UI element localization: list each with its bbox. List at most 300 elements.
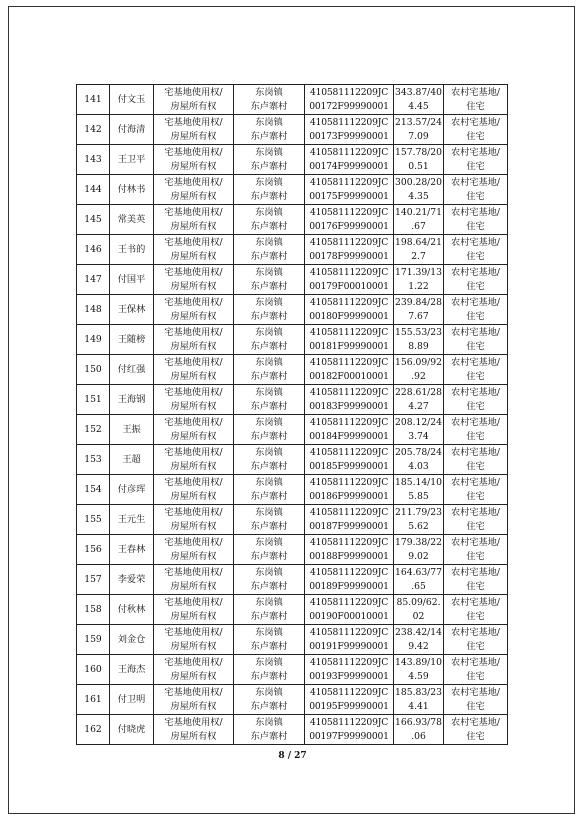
area-cell	[394, 715, 444, 745]
land-use-line: 住宅	[466, 160, 485, 172]
owner-name-cell: 王书的	[110, 235, 154, 265]
land-use-cell	[444, 595, 508, 625]
unit-code-cell	[305, 475, 394, 505]
owner-name-cell: 王海钢	[110, 385, 154, 415]
right-type-line: 宅基地使用权/	[164, 627, 223, 638]
area-line: 4.35	[408, 190, 429, 202]
table-row	[77, 475, 508, 505]
owner-name-cell: 付彦珲	[110, 475, 154, 505]
right-type-cell	[154, 355, 234, 385]
land-use-line: 住宅	[466, 700, 485, 712]
owner-name-cell: 付红强	[110, 355, 154, 385]
land-use-line: 农村宅基地/	[450, 237, 501, 248]
unit-code-line: 410581112209JC	[309, 327, 389, 338]
right-type-line: 房屋所有权	[170, 220, 217, 232]
right-type-line: 房屋所有权	[170, 460, 217, 472]
right-type-line: 宅基地使用权/	[164, 87, 223, 98]
location-cell	[234, 385, 305, 415]
unit-code-line: 410581112209JC	[309, 117, 389, 128]
land-use-line: 住宅	[466, 190, 485, 202]
table-row	[77, 625, 508, 655]
location-line: 东卢寨村	[250, 730, 288, 742]
unit-code-line: 00197F99990001	[309, 730, 389, 742]
right-type-cell	[154, 175, 234, 205]
unit-code-line: 00174F99990001	[309, 160, 389, 172]
right-type-cell	[154, 115, 234, 145]
right-type-line: 房屋所有权	[170, 550, 217, 562]
location-line: 东岗镇	[255, 387, 283, 398]
unit-code-cell	[305, 625, 394, 655]
unit-code-line: 00193F99990001	[309, 670, 389, 682]
land-use-line: 农村宅基地/	[450, 657, 501, 668]
location-cell	[234, 625, 305, 655]
land-use-cell	[444, 175, 508, 205]
land-use-line: 农村宅基地/	[450, 147, 501, 158]
area-line: 171.39/13	[395, 267, 442, 278]
right-type-line: 房屋所有权	[170, 310, 217, 322]
area-line: 9.42	[408, 640, 429, 652]
unit-code-cell	[305, 385, 394, 415]
unit-code-cell	[305, 655, 394, 685]
location-line: 东卢寨村	[250, 640, 288, 652]
land-use-cell	[444, 415, 508, 445]
unit-code-line: 00173F99990001	[309, 130, 389, 142]
area-cell	[394, 685, 444, 715]
location-line: 东卢寨村	[250, 700, 288, 712]
location-cell	[234, 595, 305, 625]
unit-code-cell	[305, 715, 394, 745]
area-line: 2.7	[411, 250, 426, 262]
location-line: 东岗镇	[255, 357, 283, 368]
land-use-line: 住宅	[466, 130, 485, 142]
location-line: 东岗镇	[255, 567, 283, 578]
location-line: 东岗镇	[255, 507, 283, 518]
right-type-line: 宅基地使用权/	[164, 657, 223, 668]
right-type-line: 房屋所有权	[170, 490, 217, 502]
owner-name-cell: 付林书	[110, 175, 154, 205]
area-cell	[394, 115, 444, 145]
land-use-line: 住宅	[466, 670, 485, 682]
unit-code-line: 410581112209JC	[309, 657, 389, 668]
owner-name-cell: 常美英	[110, 205, 154, 235]
location-cell	[234, 415, 305, 445]
land-use-line: 农村宅基地/	[450, 177, 501, 188]
location-cell	[234, 505, 305, 535]
right-type-line: 房屋所有权	[170, 520, 217, 532]
table-row	[77, 115, 508, 145]
right-type-line: 宅基地使用权/	[164, 357, 223, 368]
table-row	[77, 205, 508, 235]
registry-body	[77, 85, 508, 745]
area-line: 211.79/23	[395, 507, 442, 518]
right-type-cell	[154, 85, 234, 115]
right-type-line: 宅基地使用权/	[164, 237, 223, 248]
location-line: 东卢寨村	[250, 100, 288, 112]
right-type-cell	[154, 295, 234, 325]
table-row	[77, 715, 508, 745]
land-use-line: 农村宅基地/	[450, 477, 501, 488]
area-cell	[394, 475, 444, 505]
right-type-line: 房屋所有权	[170, 280, 217, 292]
land-use-line: 农村宅基地/	[450, 87, 501, 98]
right-type-line: 宅基地使用权/	[164, 447, 223, 458]
land-use-line: 农村宅基地/	[450, 537, 501, 548]
land-use-line: 住宅	[466, 400, 485, 412]
land-use-line: 农村宅基地/	[450, 447, 501, 458]
unit-code-line: 00188F99990001	[309, 550, 389, 562]
location-line: 东岗镇	[255, 657, 283, 668]
right-type-cell	[154, 415, 234, 445]
land-use-line: 农村宅基地/	[450, 687, 501, 698]
location-cell	[234, 325, 305, 355]
right-type-line: 房屋所有权	[170, 730, 217, 742]
right-type-line: 房屋所有权	[170, 670, 217, 682]
area-cell	[394, 415, 444, 445]
owner-name-cell: 付卫明	[110, 685, 154, 715]
table-row	[77, 235, 508, 265]
owner-name-cell: 付海清	[110, 115, 154, 145]
area-line: 8.89	[408, 340, 429, 352]
owner-name-cell: 刘金仓	[110, 625, 154, 655]
right-type-line: 房屋所有权	[170, 580, 217, 592]
location-line: 东岗镇	[255, 597, 283, 608]
area-cell	[394, 205, 444, 235]
location-cell	[234, 355, 305, 385]
location-line: 东卢寨村	[250, 130, 288, 142]
row-number-cell: 142	[77, 115, 110, 145]
right-type-line: 宅基地使用权/	[164, 537, 223, 548]
area-cell	[394, 655, 444, 685]
land-use-cell	[444, 625, 508, 655]
area-line: 166.93/78	[395, 717, 442, 728]
table-row	[77, 445, 508, 475]
row-number-cell: 149	[77, 325, 110, 355]
right-type-line: 宅基地使用权/	[164, 207, 223, 218]
area-line: .06	[411, 730, 426, 742]
unit-code-cell	[305, 565, 394, 595]
location-line: 东卢寨村	[250, 610, 288, 622]
unit-code-cell	[305, 505, 394, 535]
location-line: 东岗镇	[255, 477, 283, 488]
area-cell	[394, 265, 444, 295]
area-cell	[394, 385, 444, 415]
area-line: 5.85	[408, 490, 429, 502]
area-cell	[394, 295, 444, 325]
table-row	[77, 505, 508, 535]
owner-name-cell: 王元生	[110, 505, 154, 535]
unit-code-cell	[305, 685, 394, 715]
location-cell	[234, 535, 305, 565]
area-line: .65	[411, 580, 426, 592]
area-line: 185.83/23	[395, 687, 442, 698]
table-row	[77, 655, 508, 685]
unit-code-line: 410581112209JC	[309, 207, 389, 218]
owner-name-cell: 王超	[110, 445, 154, 475]
unit-code-line: 410581112209JC	[309, 597, 389, 608]
unit-code-cell	[305, 535, 394, 565]
unit-code-line: 410581112209JC	[309, 477, 389, 488]
unit-code-line: 410581112209JC	[309, 237, 389, 248]
unit-code-line: 410581112209JC	[309, 177, 389, 188]
land-use-cell	[444, 535, 508, 565]
location-line: 东岗镇	[255, 417, 283, 428]
right-type-cell	[154, 235, 234, 265]
unit-code-line: 410581112209JC	[309, 387, 389, 398]
owner-name-cell: 王保林	[110, 295, 154, 325]
right-type-line: 房屋所有权	[170, 370, 217, 382]
unit-code-line: 410581112209JC	[309, 447, 389, 458]
land-use-cell	[444, 385, 508, 415]
right-type-line: 房屋所有权	[170, 400, 217, 412]
location-line: 东卢寨村	[250, 550, 288, 562]
unit-code-line: 00180F99990001	[309, 310, 389, 322]
area-line: 185.14/10	[395, 477, 442, 488]
right-type-cell	[154, 205, 234, 235]
unit-code-line: 410581112209JC	[309, 297, 389, 308]
table-row	[77, 265, 508, 295]
unit-code-line: 410581112209JC	[309, 627, 389, 638]
row-number-cell: 144	[77, 175, 110, 205]
location-line: 东卢寨村	[250, 160, 288, 172]
right-type-line: 房屋所有权	[170, 430, 217, 442]
unit-code-cell	[305, 325, 394, 355]
location-line: 东岗镇	[255, 177, 283, 188]
location-cell	[234, 145, 305, 175]
row-number-cell: 153	[77, 445, 110, 475]
area-cell	[394, 175, 444, 205]
area-line: 208.12/24	[395, 417, 442, 428]
location-line: 东岗镇	[255, 447, 283, 458]
right-type-line: 宅基地使用权/	[164, 717, 223, 728]
unit-code-line: 00195F99990001	[309, 700, 389, 712]
area-cell	[394, 325, 444, 355]
location-cell	[234, 475, 305, 505]
area-line: 238.42/14	[395, 627, 442, 638]
location-line: 东卢寨村	[250, 400, 288, 412]
right-type-line: 宅基地使用权/	[164, 327, 223, 338]
owner-name-cell: 付秋林	[110, 595, 154, 625]
unit-code-line: 00185F99990001	[309, 460, 389, 472]
land-use-cell	[444, 715, 508, 745]
unit-code-cell	[305, 265, 394, 295]
owner-name-cell: 王卫平	[110, 145, 154, 175]
right-type-cell	[154, 445, 234, 475]
right-type-cell	[154, 385, 234, 415]
unit-code-cell	[305, 85, 394, 115]
unit-code-line: 00172F99990001	[309, 100, 389, 112]
unit-code-cell	[305, 445, 394, 475]
unit-code-line: 410581112209JC	[309, 567, 389, 578]
land-use-line: 农村宅基地/	[450, 417, 501, 428]
unit-code-line: 410581112209JC	[309, 687, 389, 698]
area-line: 4.41	[408, 700, 429, 712]
right-type-line: 宅基地使用权/	[164, 687, 223, 698]
right-type-line: 宅基地使用权/	[164, 417, 223, 428]
table-row	[77, 595, 508, 625]
owner-name-cell: 王振	[110, 415, 154, 445]
land-use-line: 农村宅基地/	[450, 717, 501, 728]
right-type-line: 宅基地使用权/	[164, 387, 223, 398]
unit-code-cell	[305, 295, 394, 325]
land-use-line: 住宅	[466, 730, 485, 742]
location-line: 东卢寨村	[250, 670, 288, 682]
owner-name-cell: 王随榜	[110, 325, 154, 355]
table-row	[77, 685, 508, 715]
land-use-line: 住宅	[466, 220, 485, 232]
location-cell	[234, 655, 305, 685]
row-number-cell: 145	[77, 205, 110, 235]
location-line: 东卢寨村	[250, 190, 288, 202]
area-cell	[394, 355, 444, 385]
location-line: 东岗镇	[255, 687, 283, 698]
right-type-line: 房屋所有权	[170, 130, 217, 142]
land-use-cell	[444, 145, 508, 175]
land-use-line: 住宅	[466, 460, 485, 472]
location-line: 东卢寨村	[250, 370, 288, 382]
right-type-cell	[154, 475, 234, 505]
area-cell	[394, 235, 444, 265]
land-use-line: 农村宅基地/	[450, 387, 501, 398]
location-line: 东卢寨村	[250, 280, 288, 292]
area-line: 85.09/62.	[396, 597, 441, 608]
row-number-cell: 158	[77, 595, 110, 625]
unit-code-line: 410581112209JC	[309, 717, 389, 728]
area-cell	[394, 565, 444, 595]
location-cell	[234, 175, 305, 205]
table-row	[77, 565, 508, 595]
row-number-cell: 161	[77, 685, 110, 715]
row-number-cell: 154	[77, 475, 110, 505]
right-type-cell	[154, 685, 234, 715]
area-line: 5.62	[408, 520, 429, 532]
unit-code-line: 00186F99990001	[309, 490, 389, 502]
unit-code-line: 00176F99990001	[309, 220, 389, 232]
area-line: .67	[411, 220, 426, 232]
location-line: 东卢寨村	[250, 340, 288, 352]
unit-code-line: 00187F99990001	[309, 520, 389, 532]
right-type-line: 宅基地使用权/	[164, 477, 223, 488]
area-cell	[394, 85, 444, 115]
unit-code-line: 00184F99990001	[309, 430, 389, 442]
right-type-line: 宅基地使用权/	[164, 597, 223, 608]
area-line: 7.09	[408, 130, 429, 142]
location-line: 东卢寨村	[250, 430, 288, 442]
land-use-line: 住宅	[466, 610, 485, 622]
table-row	[77, 85, 508, 115]
land-use-line: 住宅	[466, 310, 485, 322]
right-type-line: 宅基地使用权/	[164, 297, 223, 308]
land-use-line: 住宅	[466, 370, 485, 382]
right-type-line: 房屋所有权	[170, 100, 217, 112]
row-number-cell: 148	[77, 295, 110, 325]
land-use-cell	[444, 505, 508, 535]
area-line: 02	[412, 610, 425, 622]
land-use-line: 农村宅基地/	[450, 597, 501, 608]
land-use-line: 住宅	[466, 280, 485, 292]
table-row	[77, 145, 508, 175]
location-cell	[234, 115, 305, 145]
location-line: 东卢寨村	[250, 520, 288, 532]
unit-code-line: 410581112209JC	[309, 87, 389, 98]
land-use-line: 农村宅基地/	[450, 627, 501, 638]
table-row	[77, 325, 508, 355]
area-line: 228.61/28	[395, 387, 442, 398]
area-line: 1.22	[408, 280, 429, 292]
land-use-line: 农村宅基地/	[450, 357, 501, 368]
area-line: 143.89/10	[395, 657, 442, 668]
area-cell	[394, 535, 444, 565]
land-use-cell	[444, 355, 508, 385]
area-cell	[394, 505, 444, 535]
unit-code-line: 00181F99990001	[309, 340, 389, 352]
row-number-cell: 141	[77, 85, 110, 115]
area-line: 4.03	[408, 460, 429, 472]
location-line: 东岗镇	[255, 537, 283, 548]
land-use-line: 住宅	[466, 100, 485, 112]
right-type-line: 宅基地使用权/	[164, 507, 223, 518]
land-use-line: 农村宅基地/	[450, 267, 501, 278]
owner-name-cell: 付文玉	[110, 85, 154, 115]
area-line: 343.87/40	[395, 87, 442, 98]
right-type-line: 房屋所有权	[170, 640, 217, 652]
location-cell	[234, 445, 305, 475]
right-type-line: 房屋所有权	[170, 610, 217, 622]
area-cell	[394, 595, 444, 625]
location-line: 东卢寨村	[250, 250, 288, 262]
land-use-line: 住宅	[466, 340, 485, 352]
land-use-cell	[444, 295, 508, 325]
row-number-cell: 160	[77, 655, 110, 685]
owner-name-cell: 付晓虎	[110, 715, 154, 745]
location-line: 东岗镇	[255, 147, 283, 158]
area-cell	[394, 145, 444, 175]
land-use-line: 住宅	[466, 430, 485, 442]
area-line: 4.27	[408, 400, 429, 412]
unit-code-line: 00191F99990001	[309, 640, 389, 652]
owner-name-cell: 王春林	[110, 535, 154, 565]
area-line: 164.63/77	[395, 567, 442, 578]
land-use-cell	[444, 85, 508, 115]
location-cell	[234, 685, 305, 715]
unit-code-cell	[305, 595, 394, 625]
row-number-cell: 151	[77, 385, 110, 415]
right-type-line: 宅基地使用权/	[164, 267, 223, 278]
unit-code-cell	[305, 205, 394, 235]
land-use-cell	[444, 565, 508, 595]
land-use-cell	[444, 325, 508, 355]
land-use-cell	[444, 265, 508, 295]
location-cell	[234, 235, 305, 265]
location-line: 东岗镇	[255, 117, 283, 128]
location-line: 东岗镇	[255, 717, 283, 728]
area-line: 140.21/71	[395, 207, 442, 218]
area-line: 213.57/24	[395, 117, 442, 128]
unit-code-line: 00179F00010001	[309, 280, 389, 292]
location-line: 东岗镇	[255, 297, 283, 308]
unit-code-cell	[305, 175, 394, 205]
right-type-line: 房屋所有权	[170, 700, 217, 712]
right-type-line: 房屋所有权	[170, 160, 217, 172]
land-use-line: 住宅	[466, 580, 485, 592]
unit-code-line: 410581112209JC	[309, 147, 389, 158]
location-cell	[234, 85, 305, 115]
table-row	[77, 175, 508, 205]
unit-code-line: 00182F00010001	[309, 370, 389, 382]
row-number-cell: 159	[77, 625, 110, 655]
owner-name-cell: 李爱荣	[110, 565, 154, 595]
location-line: 东岗镇	[255, 87, 283, 98]
land-use-cell	[444, 475, 508, 505]
